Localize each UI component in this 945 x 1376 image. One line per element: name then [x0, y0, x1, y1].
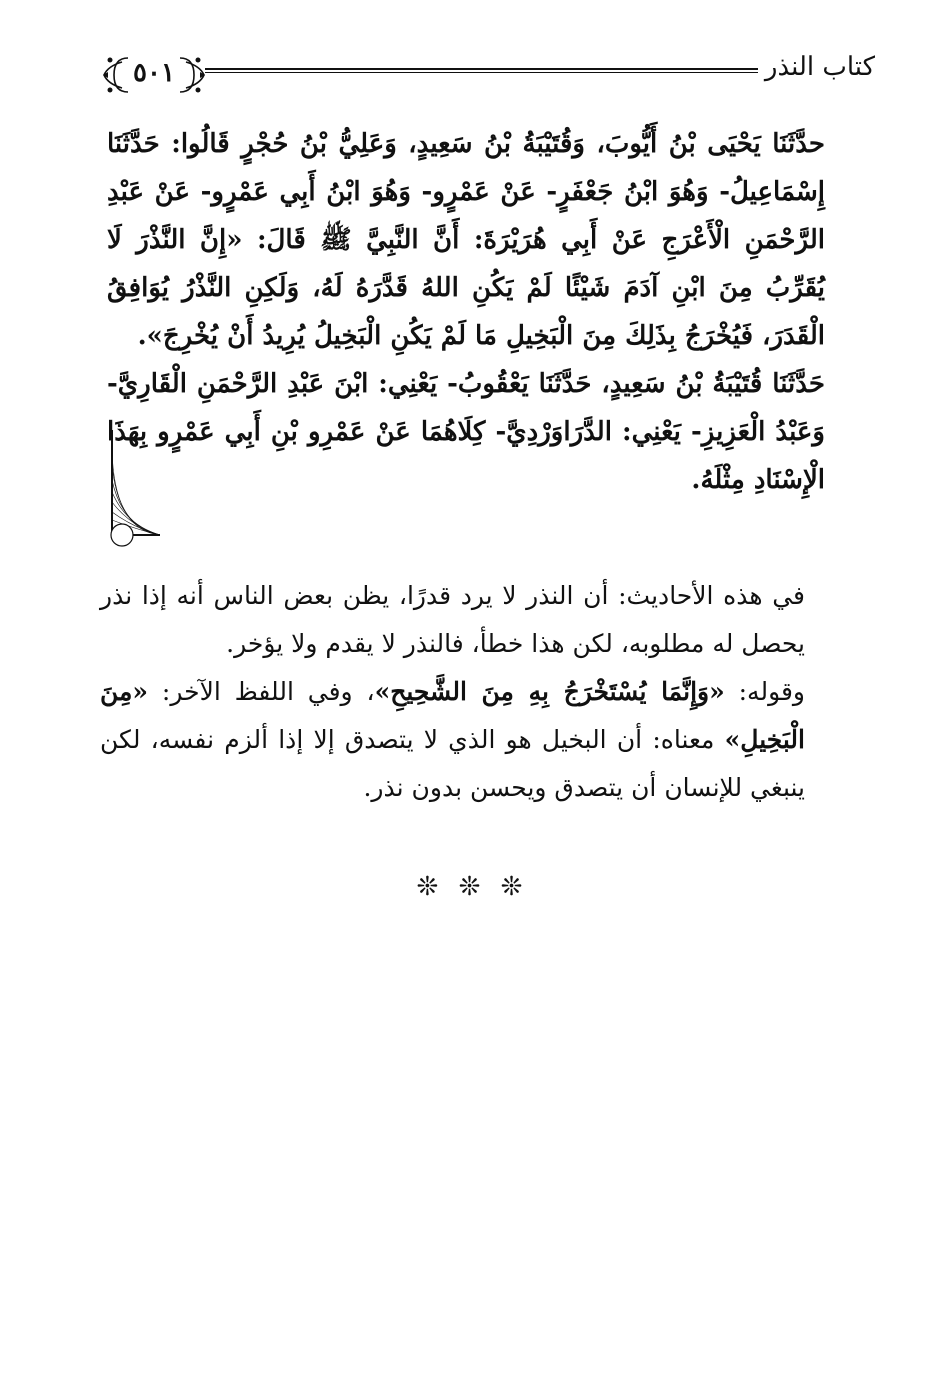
corner-ornament [100, 430, 160, 550]
commentary-suffix: معناه: أن البخيل هو الذي لا يتصدق إلا إذا ألزم نفسه، لكن ينبغي للإنسان أن يتصدق ويحسن بدون نذر. [100, 725, 805, 802]
hadith-paragraph-1: حدَّثَنَا يَحْيَى بْنُ أَيُّوبَ، وَقُتَيْبَةُ بْنُ سَعِيدٍ، وَعَلِيُّ بْنُ حُجْرٍ قَالُوا: حَدَّثَنَا إِسْمَاعِيلُ- وَهُوَ ابْنُ جَعْفَرٍ- عَنْ عَمْرٍو- وَهُوَ ابْنُ أَبِي عَمْرٍو- عَنْ عَبْدِ الرَّحْمَنِ الْأَعْرَجِ عَنْ أَبِي هُرَيْرَةَ: أَنَّ النَّبِيَّ ﷺ قَالَ: «إِنَّ النَّذْرَ لَا يُقَرِّبُ مِنَ ابْنِ آدَمَ شَيْئًا لَمْ يَكُنِ اللهُ قَدَّرَهُ لَهُ، وَلَكِنِ النَّذْرُ يُوَافِقُ الْقَدَرَ، فَيُخْرَجُ بِذَلِكَ مِنَ الْبَخِيلِ مَا لَمْ يَكُنِ الْبَخِيلُ يُرِيدُ أَنْ يُخْرِجَ». [107, 129, 825, 351]
hadith-text [107, 120, 825, 504]
hadith-quote-2: «مِنَ الْبَخِيلِ» [100, 677, 805, 754]
hadith-quote-1: «وَإِنَّمَا يُسْتَخْرَجُ بِهِ مِنَ الشَّحِيحِ» [374, 677, 725, 706]
commentary-paragraph-1: في هذه الأحاديث: أن النذر لا يرد قدرًا، يظن بعض الناس أنه إذا نذر يحصل له مطلوبه، لكن هذا خطأ، فالنذر لا يقدم ولا يؤخر. [100, 581, 805, 658]
section-separator: ❊ ❊ ❊ [416, 872, 529, 902]
header-rule [205, 68, 758, 73]
commentary-prefix: وقوله: [724, 677, 806, 706]
commentary-mid: ، وفي اللفظ الآخر: [148, 677, 375, 706]
commentary-paragraph-2 [100, 668, 845, 812]
page-number: ٥٠١ [133, 58, 175, 88]
commentary [100, 572, 845, 812]
book-title: كتاب النذر [764, 52, 875, 82]
hadith-paragraph-2: حَدَّثَنَا قُتَيْبَةُ بْنُ سَعِيدٍ، حَدَّثَنَا يَعْقُوبُ- يَعْنِي: ابْنَ عَبْدِ الرَّحْمَنِ الْقَارِيَّ- وَعَبْدُ الْعَزِيزِ- يَعْنِي: الدَّرَاوَرْدِيَّ- كِلَاهُمَا عَنْ عَمْرِو بْنِ أَبِي عَمْرٍو بِهَذَا الْإِسْنَادِ مِثْلَهُ. [107, 369, 825, 495]
